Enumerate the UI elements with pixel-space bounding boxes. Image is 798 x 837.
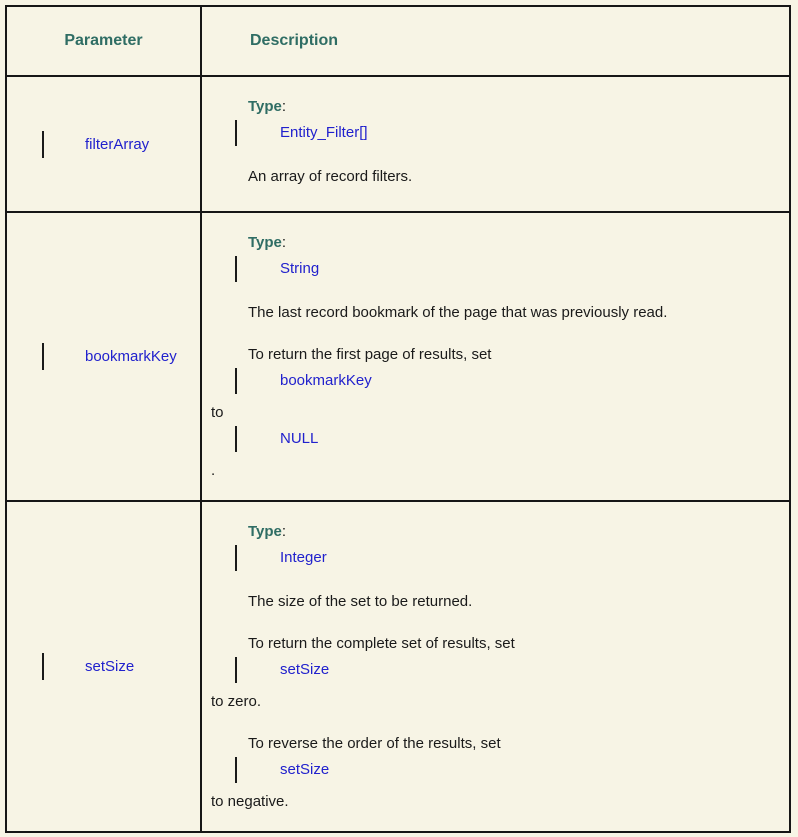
code-term-text: bookmarkKey: [280, 372, 372, 389]
type-label: Type:: [248, 523, 287, 540]
parameter-name: bookmarkKey: [85, 348, 177, 365]
type-label: Type:: [248, 98, 287, 115]
description-paragraph: To return the complete set of results, set: [248, 635, 515, 652]
pipe-mark: [235, 657, 237, 683]
description-cell: [202, 213, 789, 500]
code-term: [235, 256, 773, 282]
pipe-mark: [42, 653, 44, 680]
parameter-table: [5, 5, 791, 833]
type-label-word: Type: [248, 234, 282, 251]
type-label: Type:: [248, 234, 287, 251]
table-header-row: [7, 7, 789, 75]
code-term-text: setSize: [280, 661, 330, 678]
description-continuation: .: [211, 462, 216, 479]
code-term: [235, 545, 773, 571]
code-term-text: setSize: [280, 761, 330, 778]
code-term-text: Entity_Filter[]: [280, 124, 368, 141]
description-cell: [202, 77, 789, 211]
pipe-mark: [235, 545, 237, 571]
description-paragraph: The size of the set to be returned.: [248, 593, 473, 610]
description-column-header: Description: [250, 32, 339, 49]
code-term: [235, 657, 773, 683]
pipe-mark: [235, 426, 237, 452]
pipe-mark: [42, 343, 44, 370]
description-continuation: to negative.: [211, 793, 289, 810]
parameter-cell: [7, 213, 202, 500]
description-paragraph: The last record bookmark of the page that was previously read.: [248, 304, 668, 321]
table-row: [7, 211, 789, 500]
parameter-name: setSize: [85, 658, 135, 675]
table-row: [7, 500, 789, 831]
description-continuation: to: [211, 404, 224, 421]
table-body: [7, 75, 789, 831]
code-term: [235, 368, 773, 394]
code-term: [235, 120, 773, 146]
pipe-mark: [235, 256, 237, 282]
description-paragraph: To reverse the order of the results, set: [248, 735, 501, 752]
parameter-name: filterArray: [85, 135, 150, 153]
code-term: [235, 426, 773, 452]
table-row: [7, 75, 789, 211]
code-term-text: NULL: [280, 430, 319, 447]
pipe-mark: [235, 757, 237, 783]
type-label-word: Type: [248, 98, 282, 115]
parameter-cell: [7, 77, 202, 211]
code-term-text: String: [280, 260, 320, 277]
parameter-cell: [7, 502, 202, 831]
description-cell: [202, 502, 789, 831]
type-label-word: Type: [248, 523, 282, 540]
pipe-mark: [42, 131, 44, 158]
pipe-mark: [235, 120, 237, 146]
description-paragraph: To return the first page of results, set: [248, 346, 492, 363]
code-term-text: Integer: [280, 549, 327, 566]
code-term: [235, 757, 773, 783]
description-continuation: to zero.: [211, 693, 262, 710]
description-paragraph: An array of record filters.: [248, 168, 413, 185]
parameter-column-header: Parameter: [7, 7, 202, 75]
pipe-mark: [235, 368, 237, 394]
